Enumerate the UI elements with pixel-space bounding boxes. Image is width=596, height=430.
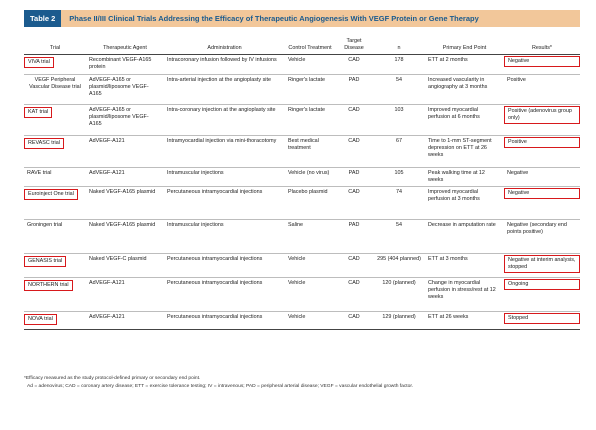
n-cell: 105: [373, 168, 425, 187]
col-header-endpoint: Primary End Point: [425, 32, 504, 55]
n-cell: 120 (planned): [373, 278, 425, 312]
col-header-trial: Trial: [24, 32, 86, 55]
highlighted-trial-name: KAT trial: [24, 107, 52, 118]
highlighted-trial-name: NOVA trial: [24, 314, 57, 325]
table-header: [24, 10, 580, 27]
highlighted-trial-name: Euroinject One trial: [24, 189, 78, 200]
trial-cell: [24, 136, 86, 168]
results-cell: [504, 187, 580, 220]
trial-cell: [24, 105, 86, 136]
results-cell: Negative (secondary end points positive): [504, 220, 580, 254]
administration-cell: Percutaneous intramyocardial injections: [164, 278, 285, 312]
table-row: [24, 220, 580, 254]
agent-cell: AdVEGF-A121: [86, 278, 164, 312]
table-row: [24, 168, 580, 187]
agent-cell: Naked VEGF-A165 plasmid: [86, 220, 164, 254]
trial-cell: [24, 55, 86, 75]
results-cell: [504, 136, 580, 168]
highlighted-trial-name: NORTHERN trial: [24, 280, 73, 291]
highlighted-result: Negative: [504, 188, 580, 199]
disease-cell: CAD: [335, 254, 373, 278]
disease-cell: CAD: [335, 105, 373, 136]
control-cell: Vehicle: [285, 312, 335, 330]
disease-cell: CAD: [335, 55, 373, 75]
highlighted-result: Ongoing: [504, 279, 580, 290]
table-row: [24, 105, 580, 136]
agent-cell: AdVEGF-A165 or plasmid/liposome VEGF-A165: [86, 105, 164, 136]
endpoint-cell: Change in myocardial perfusion in stress/rest at 12 weeks: [425, 278, 504, 312]
trial-cell: [24, 254, 86, 278]
administration-cell: Percutaneous intramyocardial injections: [164, 254, 285, 278]
administration-cell: Intra-coronary injection at the angioplasty site: [164, 105, 285, 136]
disease-cell: CAD: [335, 312, 373, 330]
trial-cell: [24, 312, 86, 330]
col-header-administration: Administration: [164, 32, 285, 55]
table-row: [24, 55, 580, 75]
results-cell: Positive: [504, 75, 580, 105]
trial-cell: [24, 187, 86, 220]
control-cell: Vehicle: [285, 55, 335, 75]
disease-cell: PAD: [335, 220, 373, 254]
n-cell: 295 (404 planned): [373, 254, 425, 278]
highlighted-trial-name: REVASC trial: [24, 138, 64, 149]
endpoint-cell: Improved myocardial perfusion at 6 months: [425, 105, 504, 136]
highlighted-trial-name: VIVA trial: [24, 57, 54, 68]
table-row: [24, 312, 580, 330]
table-row: [24, 254, 580, 278]
table-row: [24, 136, 580, 168]
control-cell: Ringer's lactate: [285, 105, 335, 136]
disease-cell: CAD: [335, 187, 373, 220]
control-cell: Ringer's lactate: [285, 75, 335, 105]
results-cell: [504, 278, 580, 312]
trial-cell: VEGF Peripheral Vascular Disease trial: [24, 75, 86, 105]
endpoint-cell: Decrease in amputation rate: [425, 220, 504, 254]
trial-cell: Groningen trial: [24, 220, 86, 254]
endpoint-cell: ETT at 2 months: [425, 55, 504, 75]
control-cell: Best medical treatment: [285, 136, 335, 168]
table-row: [24, 278, 580, 312]
n-cell: 54: [373, 75, 425, 105]
column-header-row: [24, 32, 580, 55]
highlighted-result: Positive (adenovirus group only): [504, 106, 580, 124]
highlighted-result: Positive: [504, 137, 580, 148]
n-cell: 74: [373, 187, 425, 220]
results-cell: [504, 55, 580, 75]
highlighted-result: Negative at interim analysis, stopped: [504, 255, 580, 273]
administration-cell: Percutaneous intramyocardial injections: [164, 312, 285, 330]
disease-cell: CAD: [335, 136, 373, 168]
results-cell: [504, 105, 580, 136]
agent-cell: AdVEGF-A121: [86, 168, 164, 187]
endpoint-cell: ETT at 3 months: [425, 254, 504, 278]
endpoint-cell: Improved myocardial perfusion at 3 months: [425, 187, 504, 220]
n-cell: 67: [373, 136, 425, 168]
table-body: [24, 55, 580, 330]
highlighted-result: Stopped: [504, 313, 580, 324]
results-cell: [504, 312, 580, 330]
highlighted-result: Negative: [504, 56, 580, 67]
disease-cell: CAD: [335, 278, 373, 312]
col-header-control: Control Treatment: [285, 32, 335, 55]
agent-cell: AdVEGF-A165 or plasmid/liposome VEGF-A165: [86, 75, 164, 105]
results-cell: [504, 254, 580, 278]
n-cell: 54: [373, 220, 425, 254]
administration-cell: Intramyocardial injection via mini-thoracotomy: [164, 136, 285, 168]
administration-cell: Percutaneous intramyocardial injections: [164, 187, 285, 220]
trial-cell: RAVE trial: [24, 168, 86, 187]
endpoint-cell: ETT at 26 weeks: [425, 312, 504, 330]
control-cell: Vehicle (no virus): [285, 168, 335, 187]
endpoint-cell: Increased vascularity in angiography at 3 months: [425, 75, 504, 105]
col-header-results: Results*: [504, 32, 580, 55]
endpoint-cell: Time to 1-mm ST-segment depression on ETT at 26 weeks: [425, 136, 504, 168]
table-row: [24, 75, 580, 105]
trial-cell: [24, 278, 86, 312]
control-cell: Saline: [285, 220, 335, 254]
agent-cell: AdVEGF-A121: [86, 312, 164, 330]
footnotes: [24, 375, 580, 390]
footnote-abbreviations: Ad = adenovirus; CAD = coronary artery disease; ETT = exercise tolerance testing; IV = intravenous; PAD = peripheral arterial disease; VEGF = vascular endothelial growth factor.: [27, 383, 414, 389]
agent-cell: Naked VEGF-C plasmid: [86, 254, 164, 278]
highlighted-trial-name: GENASIS trial: [24, 256, 66, 267]
n-cell: 103: [373, 105, 425, 136]
clinical-trials-table: [24, 32, 580, 330]
table-label: Table 2: [24, 10, 61, 27]
disease-cell: PAD: [335, 75, 373, 105]
endpoint-cell: Peak walking time at 12 weeks: [425, 168, 504, 187]
control-cell: Vehicle: [285, 278, 335, 312]
footnote-asterisk: *Efficacy measured as the study protocol-defined primary or secondary end point.: [24, 376, 201, 381]
control-cell: Vehicle: [285, 254, 335, 278]
administration-cell: Intracoronary infusion followed by IV infusions: [164, 55, 285, 75]
n-cell: 178: [373, 55, 425, 75]
col-header-agent: Therapeutic Agent: [86, 32, 164, 55]
agent-cell: Recombinant VEGF-A165 protein: [86, 55, 164, 75]
table-title: Phase II/III Clinical Trials Addressing the Efficacy of Therapeutic Angiogenesis With VEGF Protein or Gene Therapy: [69, 14, 479, 23]
col-header-disease: Target Disease: [335, 32, 373, 55]
disease-cell: PAD: [335, 168, 373, 187]
administration-cell: Intra-arterial injection at the angioplasty site: [164, 75, 285, 105]
table-row: [24, 187, 580, 220]
administration-cell: Intramuscular injections: [164, 168, 285, 187]
results-cell: Negative: [504, 168, 580, 187]
control-cell: Placebo plasmid: [285, 187, 335, 220]
agent-cell: AdVEGF-A121: [86, 136, 164, 168]
administration-cell: Intramuscular injections: [164, 220, 285, 254]
n-cell: 129 (planned): [373, 312, 425, 330]
agent-cell: Naked VEGF-A165 plasmid: [86, 187, 164, 220]
col-header-n: n: [373, 32, 425, 55]
